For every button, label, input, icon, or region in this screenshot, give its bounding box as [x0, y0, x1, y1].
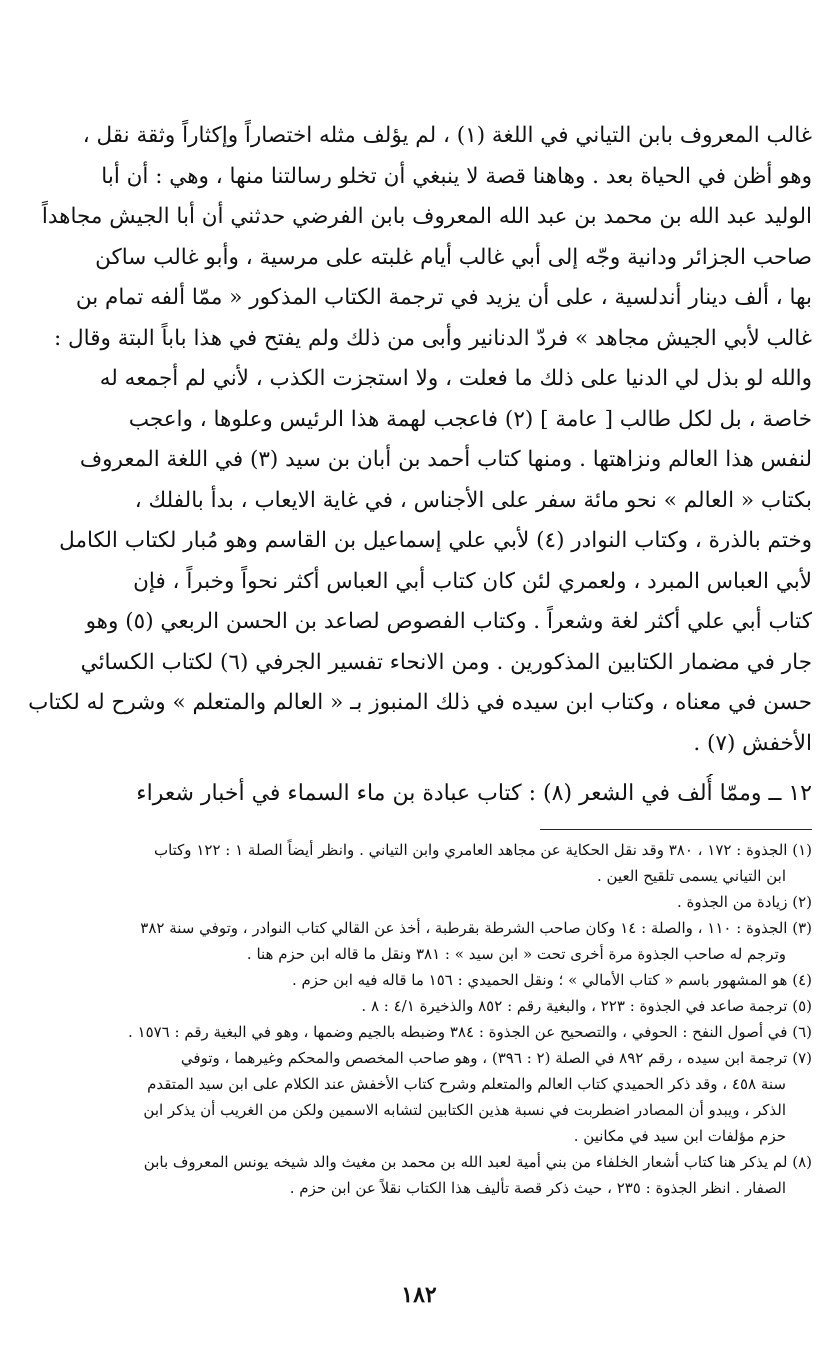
text-line: غالب لأبي الجيش مجاهد » فردّ الدنانير وأبى من ذلك ولم يفتح في هذا باباً البتة وقال :: [53, 325, 812, 351]
text-line: بكتاب « العالم » نحو مائة سفر على الأجناس ، في غاية الايعاب ، بدأ بالفلك ،: [134, 487, 812, 513]
footnote-line: (٢) زيادة من الجذوة .: [677, 893, 812, 911]
text-line: صاحب الجزائر ودانية وجّه إلى أبي غالب أيام غلبته على مرسية ، وأبو غالب ساكن: [95, 244, 812, 270]
footnote-line: سنة ٤٥٨ ، وقد ذكر الحميدي كتاب العالم والمتعلم وشرح كتاب الأخفش عند الكلام على ابن سيد المتقدم: [147, 1075, 786, 1093]
main-text: [22, 116, 812, 764]
text-line: حسن في معناه ، وكتاب ابن سيده في ذلك المنبوز بـ « العالم والمتعلم » وشرح له لكتاب: [28, 690, 812, 715]
text-line: لأبي العباس المبرد ، ولعمري لئن كان كتاب أبي العباس أكثر نحواً وخبراً ، فإن: [133, 568, 812, 594]
text-line: وهو أظن في الحياة بعد . وهاهنا قصة لا ينبغي أن تخلو رسالتنا منها ، وهي : أن أبا: [101, 163, 812, 189]
text-line: غالب المعروف بابن التياني في اللغة (١) ، لم يؤلف مثله اختصاراً وإكثاراً وثقة نقل ،: [82, 123, 812, 148]
footnote-line: (٦) في أصول النفح : الحوفي ، والتصحيح عن الجذوة : ٣٨٤ وضبطه بالجيم وضمها ، وهو في البغية رقم : ١٥٧٦ .: [127, 1023, 812, 1041]
footnote-line: الصفار . انظر الجذوة : ٢٣٥ ، حيث ذكر قصة تأليف هذا الكتاب نقلاً عن ابن حزم .: [289, 1179, 786, 1197]
footnotes: [22, 837, 812, 1201]
text-line: بها ، ألف دينار أندلسية ، على أن يزيد في ترجمة الكتاب المذكور « ممّا ألفه تمام بن: [75, 285, 812, 310]
text-line: والله لو بذل لي الدنيا على ذلك ما فعلت ، ولا استجزت الكذب ، لأني لم أجمعه له: [99, 366, 812, 391]
footnote-line: (٨) لم يذكر هنا كتاب أشعار الخلفاء من بني أمية لعبد الله بن محمد بن مغيث والد شيخه يونس المعروف بابن: [143, 1153, 812, 1171]
footnote-divider: [540, 829, 812, 830]
footnote-line: (٤) هو المشهور باسم « كتاب الأمالي » ؛ ونقل الحميدي : ١٥٦ ما قاله فيه ابن حزم .: [291, 971, 812, 989]
text-line: جار في مضمار الكتابين المذكورين . ومن الانحاء تفسير الجرفي (٦) لكتاب الكسائي: [80, 649, 812, 675]
text-line: الأخفش (٧) .: [693, 730, 812, 756]
footnote-line: وترجم له صاحب الجذوة مرة أخرى تحت « ابن سيد » : ٣٨١ ونقل ما قاله ابن حزم هنا .: [246, 945, 786, 963]
text-line: الوليد عبد الله بن محمد بن عبد الله المعروف بابن الفرضي حدثني أن أبا الجيش مجاهداً: [41, 204, 812, 229]
footnote-line: (٣) الجذوة : ١١٠ ، والصلة : ١٤ وكان صاحب الشرطة بقرطبة ، أخذ عن القالي كتاب النوادر ، وتوفي سنة ٣٨٢: [140, 919, 812, 937]
footnote-line: (١) الجذوة : ١٧٢ ، ٣٨٠ وقد نقل الحكاية عن مجاهد العامري وابن التياني . وانظر أيضاً الصلة ١ : ١٢٢ وكتاب: [153, 841, 812, 859]
footnote-line: ابن التياني يسمى تلقيح العين .: [597, 867, 786, 885]
footnote-line: (٥) ترجمة صاعد في الجذوة : ٢٢٣ ، والبغية رقم : ٨٥٢ والذخيرة ٤/١ : ٨ .: [361, 997, 812, 1015]
text-line: وختم بالذرة ، وكتاب النوادر (٤) لأبي علي إسماعيل بن القاسم وهو مُبار لكتاب الكامل: [59, 528, 812, 553]
page-number: ١٨٢: [401, 1282, 437, 1308]
text-line: خاصة ، بل لكل طالب [ عامة ] (٢) فاعجب لهمة هذا الرئيس وعلوها ، واعجب: [128, 406, 812, 432]
text-line: لنفس هذا العالم ونزاهتها . ومنها كتاب أحمد بن أبان بن سيد (٣) في اللغة المعروف: [79, 447, 812, 472]
footnote-line: (٧) ترجمة ابن سيده ، رقم ٨٩٢ في الصلة (٢ : ٣٩٦) ، وهو صاحب المخصص والمحكم وغيرهما ، وتوفي: [180, 1049, 812, 1067]
text-line: كتاب أبي علي أكثر لغة وشعراً . وكتاب الفصوص لصاعد بن الحسن الربعي (٥) وهو: [85, 609, 812, 634]
section-heading-line: ١٢ ــ وممّا أُلف في الشعر (٨) : كتاب عبادة بن ماء السماء في أخبار شعراء: [136, 781, 812, 806]
footnote-line: حزم مؤلفات ابن سيد في مكانين .: [573, 1127, 786, 1145]
footnote-line: الذكر ، ويبدو أن المصادر اضطربت في نسبة هذين الكتابين لتشابه الاسمين ولكن من الغريب أن يذكر ابن: [143, 1101, 786, 1119]
